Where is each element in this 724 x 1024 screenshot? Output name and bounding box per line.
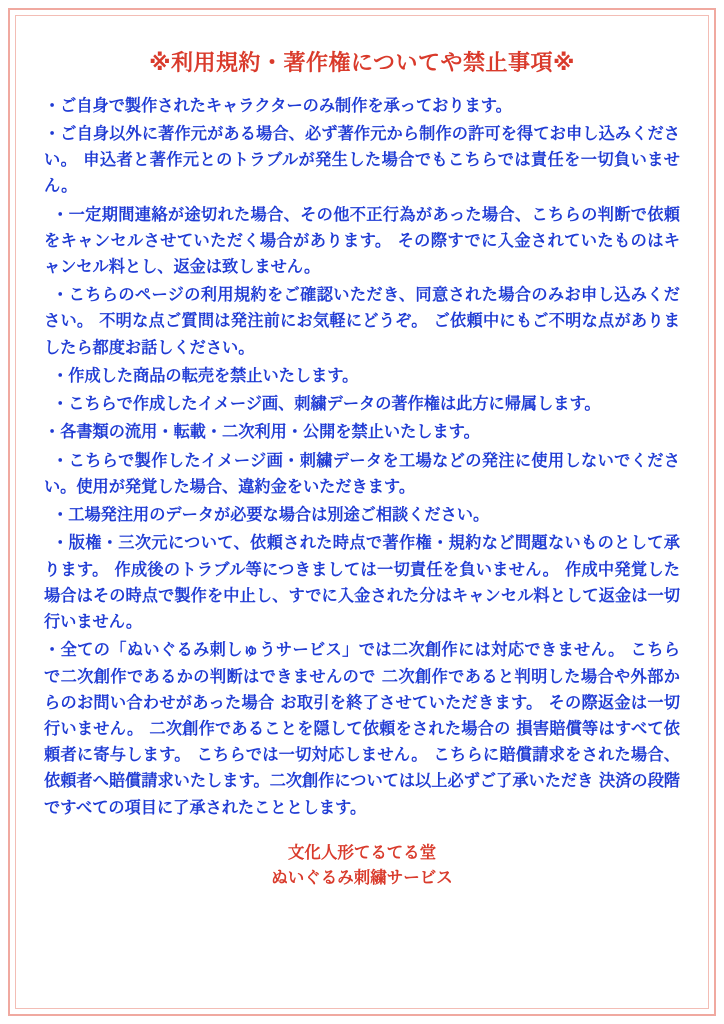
terms-list <box>44 93 680 821</box>
list-item: ・ご自身以外に著作元がある場合、必ず著作元から制作の許可を得てお申し込みください。 申込者と著作元とのトラブルが発生した場合でもこちらでは責任を一切負いません。 <box>44 123 680 196</box>
signature-brand: 文化人形てるてる堂 <box>287 842 437 862</box>
document-content <box>30 30 694 994</box>
list-item: ・こちらのページの利用規約をご確認いただき、同意された場合のみお申し込みください。 不明な点ご質問は発注前にお気軽にどうぞ。 ご依頼中にもご不明な点がありましたら都度お話しください。 <box>44 285 680 357</box>
page-title: ※利用規約・著作権についてや禁止事項※ <box>149 51 575 76</box>
list-item: ・各書類の流用・転載・二次利用・公開を禁止いたします。 <box>44 422 480 442</box>
list-item: ・全ての「ぬいぐるみ刺しゅうサービス」では二次創作には対応できません。 こちらで二次創作であるかの判断はできませんので 二次創作であると判明した場合や外部からのお問い合わせがあった場合 お取引を終了させていただきます。 その際返金は一切行いません。 二次創作であることを隠して依頼をされた場合の 損害賠償等はすべて依頼者に寄与します。 こちらでは一切対応しません。 こちらに賠償請求をされた場合、依頼者へ賠償請求いたします。二次創作については以上必ずご了承いただき 決済の段階ですべての項目に了承されたこととします。 <box>44 640 680 817</box>
list-item: ・こちらで製作したイメージ画・刺繍データを工場などの発注に使用しないでください。使用が発覚した場合、違約金をいただきます。 <box>44 450 680 496</box>
signature-block <box>44 841 680 891</box>
list-item: ・版権・三次元について、依頼された時点で著作権・規約など問題ないものとして承ります。 作成後のトラブル等につきましては一切責任を負いません。 作成中発覚した場合はその時点で製作を中止し、すでに入金された分はキャンセル料として返金は一切行いません。 <box>44 533 680 632</box>
list-item: ・ご自身で製作されたキャラクターのみ制作を承っております。 <box>44 95 512 115</box>
signature-service: ぬいぐるみ刺繍サービス <box>271 867 453 887</box>
list-item: ・工場発注用のデータが必要な場合は別途ご相談ください。 <box>52 505 490 525</box>
list-item: ・作成した商品の転売を禁止いたします。 <box>52 365 359 385</box>
list-item: ・一定期間連絡が途切れた場合、その他不正行為があった場合、こちらの判断で依頼をキャンセルさせていただく場合があります。 その際すでに入金されていたものはキャンセル料とし、返金は致しません。 <box>44 204 680 276</box>
list-item: ・こちらで作成したイメージ画、刺繍データの著作権は此方に帰属します。 <box>52 394 601 414</box>
